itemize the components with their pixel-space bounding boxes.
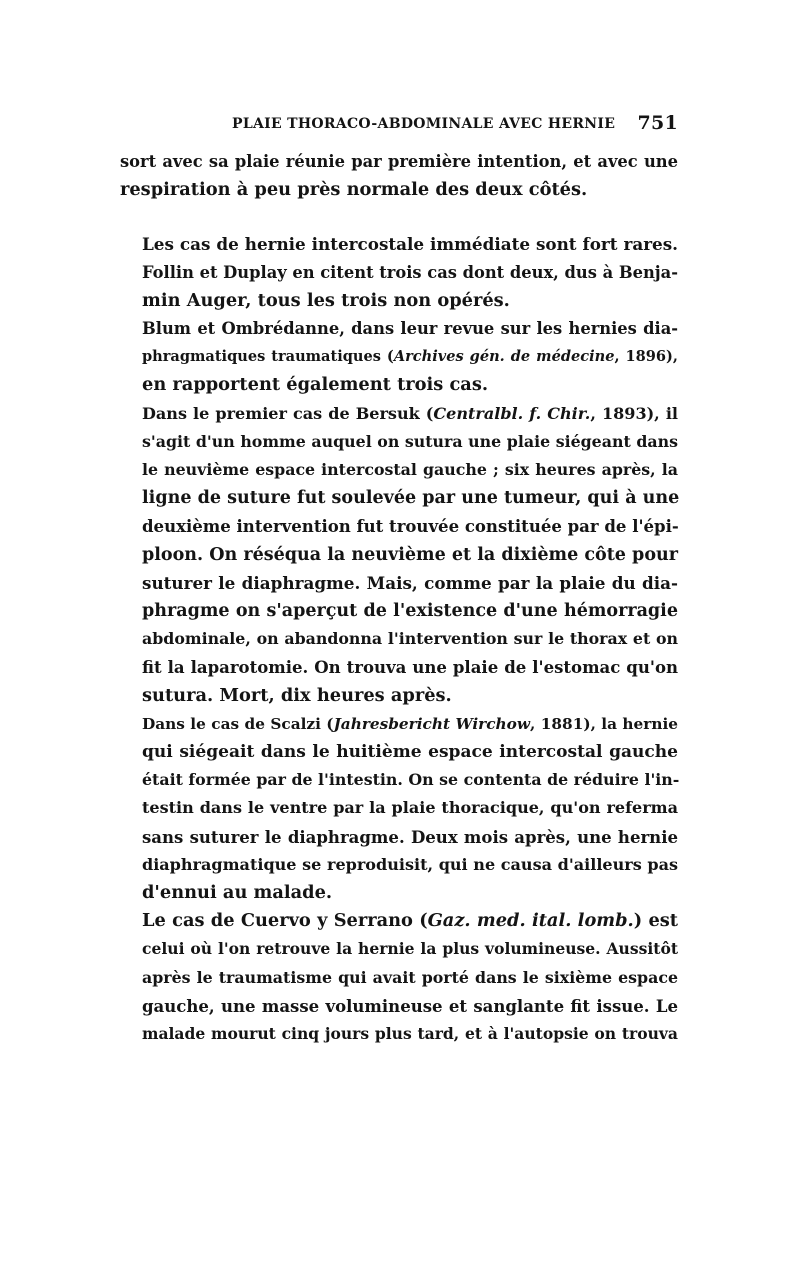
citation: Jahresbericht Wirchow bbox=[333, 714, 531, 733]
book-page bbox=[120, 110, 678, 1048]
text-line: gauche, une masse volumineuse et sanglante fit issue. Le bbox=[142, 995, 678, 1016]
text-line: diaphragmatique se reproduisit, qui ne causa d'ailleurs pas bbox=[142, 854, 678, 874]
paragraph bbox=[120, 710, 678, 907]
text-line: min Auger, tous les trois non opérés. bbox=[142, 289, 510, 311]
text-line: respiration à peu près normale des deux côtés. bbox=[120, 179, 588, 201]
text-line: d'ennui au malade. bbox=[142, 882, 333, 904]
text-line: suturer le diaphragme. Mais, comme par la plaie du dia- bbox=[142, 572, 678, 593]
citation: Centralbl. f. Chir. bbox=[433, 403, 591, 423]
page-number: 751 bbox=[637, 112, 678, 134]
text-line: abdominale, on abandonna l'intervention sur le thorax et on bbox=[142, 629, 678, 649]
text-run: ) est bbox=[633, 910, 678, 932]
text-line: fit la laparotomie. On trouva une plaie de l'estomac qu'on bbox=[142, 657, 678, 678]
text-line: sutura. Mort, dix heures après. bbox=[142, 684, 452, 706]
running-title: PLAIE THORACO-ABDOMINALE AVEC HERNIE bbox=[232, 116, 616, 132]
text-line: qui siégeait dans le huitième espace intercostal gauche bbox=[142, 742, 678, 763]
text-line bbox=[120, 710, 678, 738]
text-line: Les cas de hernie intercostale immédiate sont fort rares. bbox=[142, 234, 678, 255]
text-line bbox=[120, 907, 678, 935]
text-line: sort avec sa plaie réunie par première intention, et avec une bbox=[120, 152, 678, 171]
text-line: celui où l'on retrouve la hernie la plus volumineuse. Aussitôt bbox=[142, 939, 678, 959]
text-line: après le traumatisme qui avait porté dans le sixième espace bbox=[142, 967, 678, 987]
text-line: malade mourut cinq jours plus tard, et à l'autopsie on trouva bbox=[142, 1024, 678, 1044]
text-run: , 1881), la hernie bbox=[530, 714, 679, 733]
text-run: phragmatiques traumatiques ( bbox=[142, 348, 394, 366]
text-line: phragme on s'aperçut de l'existence d'une hémorragie bbox=[142, 601, 678, 622]
text-run: , 1896), bbox=[614, 348, 678, 366]
paragraph bbox=[120, 230, 678, 315]
running-header bbox=[120, 110, 678, 140]
text-line: deuxième intervention fut trouvée constituée par de l'épi- bbox=[142, 516, 679, 537]
text-line: était formée par de l'intestin. On se contenta de réduire l'in- bbox=[142, 770, 680, 790]
text-line: testin dans le ventre par la plaie thoracique, qu'on referma bbox=[142, 798, 678, 818]
paragraph bbox=[120, 400, 678, 710]
text-line: ligne de suture fut soulevée par une tumeur, qui à une bbox=[142, 488, 680, 509]
paragraph bbox=[120, 148, 678, 204]
text-line: le neuvième espace intercostal gauche ; six heures après, la bbox=[142, 460, 678, 480]
text-run: Le cas de Cuervo y Serrano ( bbox=[142, 910, 428, 932]
text-run: Dans le premier cas de Bersuk ( bbox=[142, 403, 434, 423]
body-text bbox=[120, 148, 678, 1048]
citation: Archives gén. de médecine bbox=[393, 348, 615, 366]
text-line: en rapportent également trois cas. bbox=[142, 374, 489, 396]
citation: Gaz. med. ital. lomb. bbox=[427, 910, 634, 932]
text-line: ploon. On réséqua la neuvième et la dixième côte pour bbox=[142, 544, 678, 565]
paragraph bbox=[120, 907, 678, 1048]
text-line: s'agit d'un homme auquel on sutura une plaie siégeant dans bbox=[142, 431, 678, 451]
text-line: sans suturer le diaphragme. Deux mois après, une hernie bbox=[142, 826, 678, 847]
text-line bbox=[120, 400, 678, 428]
text-run: Dans le cas de Scalzi ( bbox=[142, 714, 334, 733]
paragraph bbox=[120, 315, 678, 400]
text-run: , 1893), il bbox=[590, 403, 679, 423]
text-line bbox=[120, 343, 678, 371]
text-line: Follin et Duplay en citent trois cas dont deux, dus à Benja- bbox=[142, 262, 678, 282]
text-line: Blum et Ombrédanne, dans leur revue sur les hernies dia- bbox=[142, 319, 678, 339]
